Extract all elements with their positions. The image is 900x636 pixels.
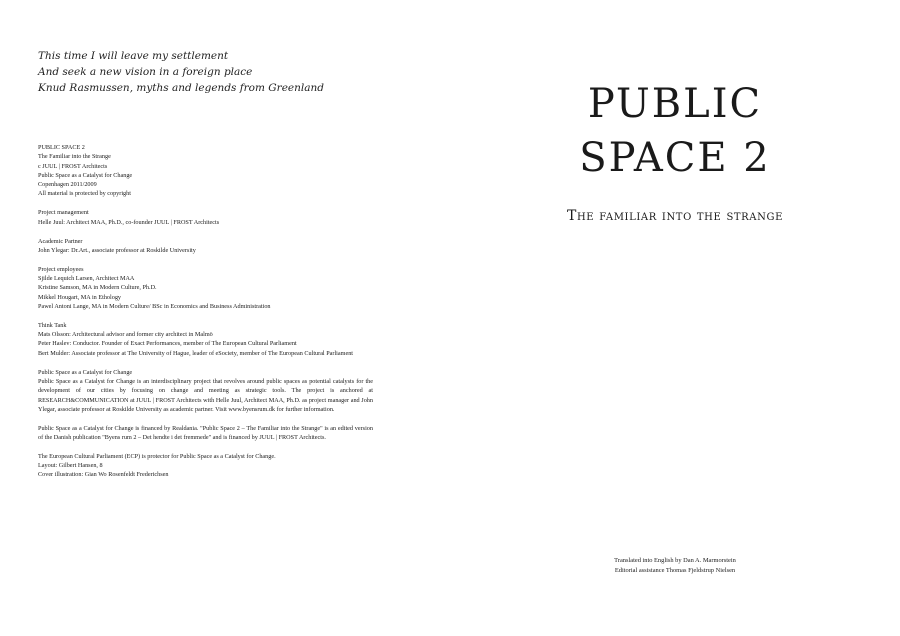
catalyst-block [38,368,373,414]
right-page [450,0,900,636]
closing-block [38,452,373,480]
imprint-line: The Familiar into the Strange [38,153,111,161]
imprint-line: All material is protected by copyright [38,190,131,198]
epigraph [38,48,398,96]
imprint-line: c JUUL | FROST Architects [38,162,108,170]
credit-line: The European Cultural Parliament (ECP) is protector for Public Space as a Catalyst for Change. [38,452,276,460]
credit-line: John Ylegar: Dr.Art., associate professor at Roskilde University [38,246,196,254]
credit-line: Kristine Samson, MA in Modern Culture, Ph.D. [38,284,157,292]
credit-line: Bert Mulder: Associate professor at The University of Hague, leader of eSociety, member of The European Cultural Parliament [38,349,354,357]
think-tank-block [38,321,373,358]
project-management-block [38,208,373,227]
epigraph-line: This time I will leave my settlement [38,50,229,62]
book-subtitle: The familiar into the strange [567,208,783,224]
translation-credits [450,556,900,576]
imprint-line: Copenhagen 2011/2009 [38,181,97,189]
epigraph-line: And seek a new vision in a foreign place [38,66,253,78]
colophon [38,143,373,489]
book-title [450,77,900,185]
epigraph-attribution: Knud Rasmussen, myths and legends from Greenland [38,82,324,94]
financed-block [38,424,373,443]
financed-paragraph: Public Space as a Catalyst for Change is financed by Realdania. "Public Space 2 – The Familiar into the Strange" is an edited version of the Danish publication "Byens rum 2 – Det hendte i det fremmede" and is financed by JUUL | FROST Architects. [38,424,373,441]
section-heading: Public Space as a Catalyst for Change [38,368,133,376]
section-heading: Think Tank [38,321,67,329]
credit-line: Sjilde Lequich Larsen, Architect MAA [38,275,135,283]
credit-line: Pawel Antoni Lange, MA in Modern Culture/ BSc in Economics and Business Administration [38,302,271,310]
credit-line: Mats Olsson: Architectural advisor and former city architect in Malmö [38,331,213,339]
imprint-block [38,143,373,199]
academic-partner-block [38,237,373,256]
project-employees-block [38,265,373,311]
title-line-1: PUBLIC [587,81,763,127]
imprint-line: Public Space as a Catalyst for Change [38,171,133,179]
credit-line: Peter Haslev: Conductor. Founder of Exact Performances, member of The European Cultural Parliament [38,340,297,348]
credit-line: Cover illustration: Gian Wo Rosenfeldt Frederichsen [38,471,169,479]
credit-line: Layout: Gilbert Hansen, 8 [38,462,103,470]
title-line-2: SPACE 2 [579,135,771,181]
translator-credit: Translated into English by Dan A. Marmorstein [614,557,736,564]
section-heading: Project employees [38,265,84,273]
section-heading: Academic Partner [38,237,83,245]
editorial-credit: Editorial assistance Thomas Fjeldstrup Nielsen [614,567,736,574]
catalyst-paragraph: Public Space as a Catalyst for Change is an interdisciplinary project that revolves around public spaces as potential catalysts for the development of our cities by focusing on change and meeting as strategic tools. The project is anchored at RESEARCH&COMMUNICATION at JUUL | FROST Architects with Helle Juul, Architect MAA, Ph.D. as project manager and John Ylegar, associate professor at Roskilde University as academic partner. Visit www.byensrum.dk for further information. [38,377,373,413]
section-heading: Project management [38,209,89,217]
imprint-line: PUBLIC SPACE 2 [38,144,85,151]
credit-line: Helle Juul: Architect MAA, Ph.D., co-founder JUUL | FROST Architects [38,218,220,226]
credit-line: Mikkel Hougart, MA in Ethology [38,293,122,301]
